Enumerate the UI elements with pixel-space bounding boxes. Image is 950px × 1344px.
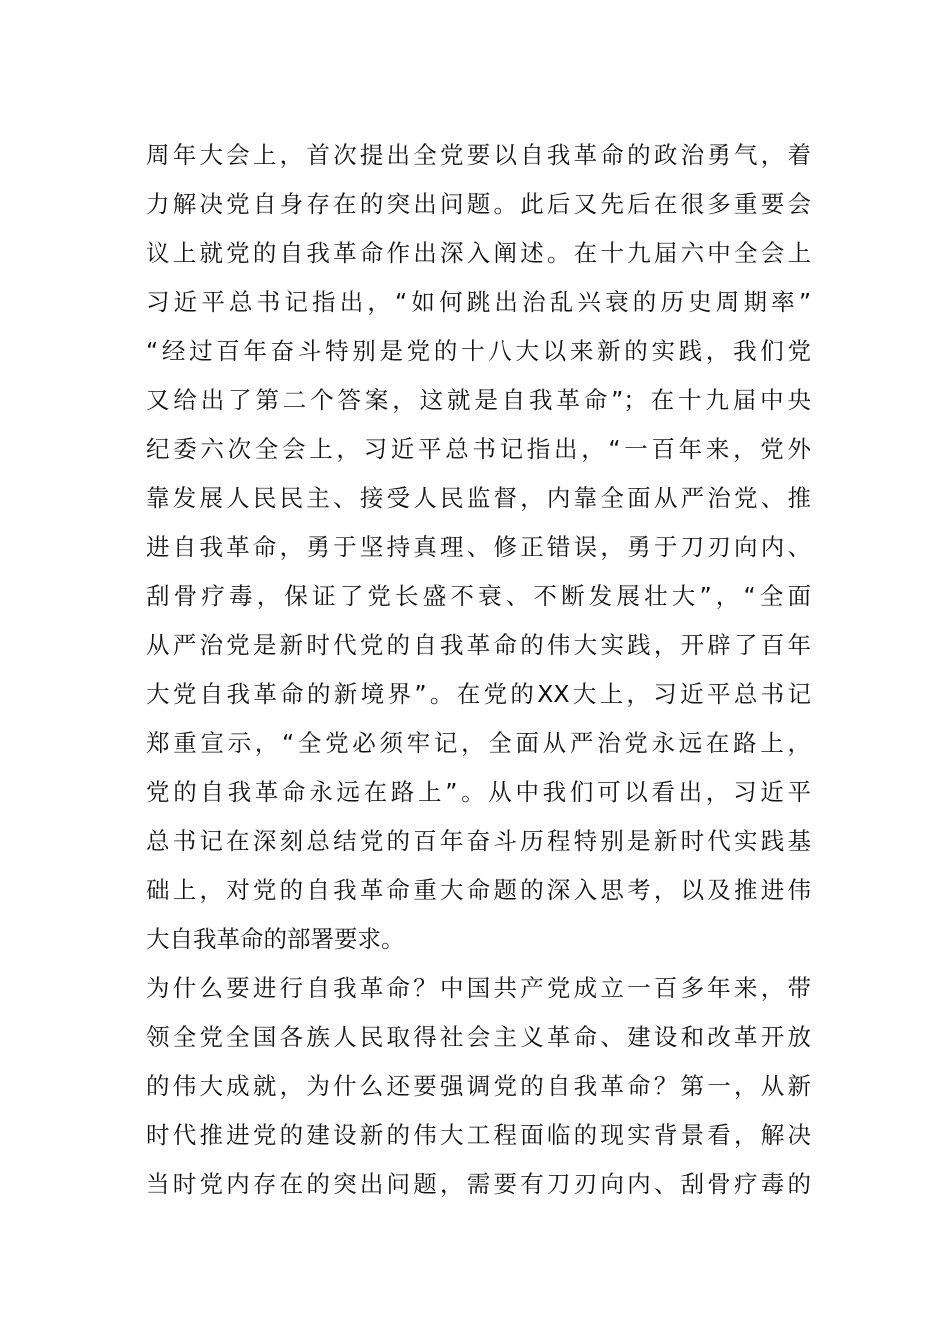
text-line: 大党自我革命的新境界”。在党的XX大上，习近平总书记 bbox=[146, 680, 811, 708]
text-line: 大自我革命的部署要求。 bbox=[146, 925, 405, 953]
text-line: 议上就党的自我革命作出深入阐述。在十九届六中全会上 bbox=[146, 239, 811, 267]
document-body bbox=[146, 131, 811, 1209]
text-line: 纪委六次全会上，习近平总书记指出，“一百年来，党外 bbox=[146, 435, 811, 463]
text-line: 周年大会上，首次提出全党要以自我革命的政治勇气，着 bbox=[146, 141, 811, 169]
text-line: 力解决党自身存在的突出问题。此后又先后在很多重要会 bbox=[146, 190, 811, 218]
text-line: 又给出了第二个答案，这就是自我革命”；在十九届中央 bbox=[146, 386, 811, 414]
text-line: 习近平总书记指出，“如何跳出治乱兴衰的历史周期率” bbox=[146, 288, 811, 316]
text-line: 础上，对党的自我革命重大命题的深入思考，以及推进伟 bbox=[146, 876, 811, 904]
text-line: 刮骨疗毒，保证了党长盛不衰、不断发展壮大”，“全面 bbox=[146, 582, 811, 610]
text-line: 时代推进党的建设新的伟大工程面临的现实背景看，解决 bbox=[146, 1121, 811, 1149]
text-line: 的伟大成就，为什么还要强调党的自我革命？第一，从新 bbox=[146, 1072, 811, 1100]
text-line: 靠发展人民民主、接受人民监督，内靠全面从严治党、推 bbox=[146, 484, 811, 512]
paragraph-2 bbox=[146, 964, 811, 1209]
text-line: 郑重宣示，“全党必须牢记，全面从严治党永远在路上， bbox=[146, 729, 811, 757]
text-line: 从严治党是新时代党的自我革命的伟大实践，开辟了百年 bbox=[146, 631, 811, 659]
text-line: “经过百年奋斗特别是党的十八大以来新的实践，我们党 bbox=[146, 337, 811, 365]
text-line: 当时党内存在的突出问题，需要有刀刃向内、刮骨疗毒的 bbox=[146, 1170, 811, 1198]
text-line: 总书记在深刻总结党的百年奋斗历程特别是新时代实践基 bbox=[146, 827, 811, 855]
text-line: 领全党全国各族人民取得社会主义革命、建设和改革开放 bbox=[146, 1023, 811, 1051]
paragraph-1 bbox=[146, 131, 811, 964]
text-line: 为什么要进行自我革命？中国共产党成立一百多年来，带 bbox=[146, 974, 811, 1002]
text-line: 党的自我革命永远在路上”。从中我们可以看出，习近平 bbox=[146, 778, 811, 806]
text-line: 进自我革命，勇于坚持真理、修正错误，勇于刀刃向内、 bbox=[146, 533, 811, 561]
